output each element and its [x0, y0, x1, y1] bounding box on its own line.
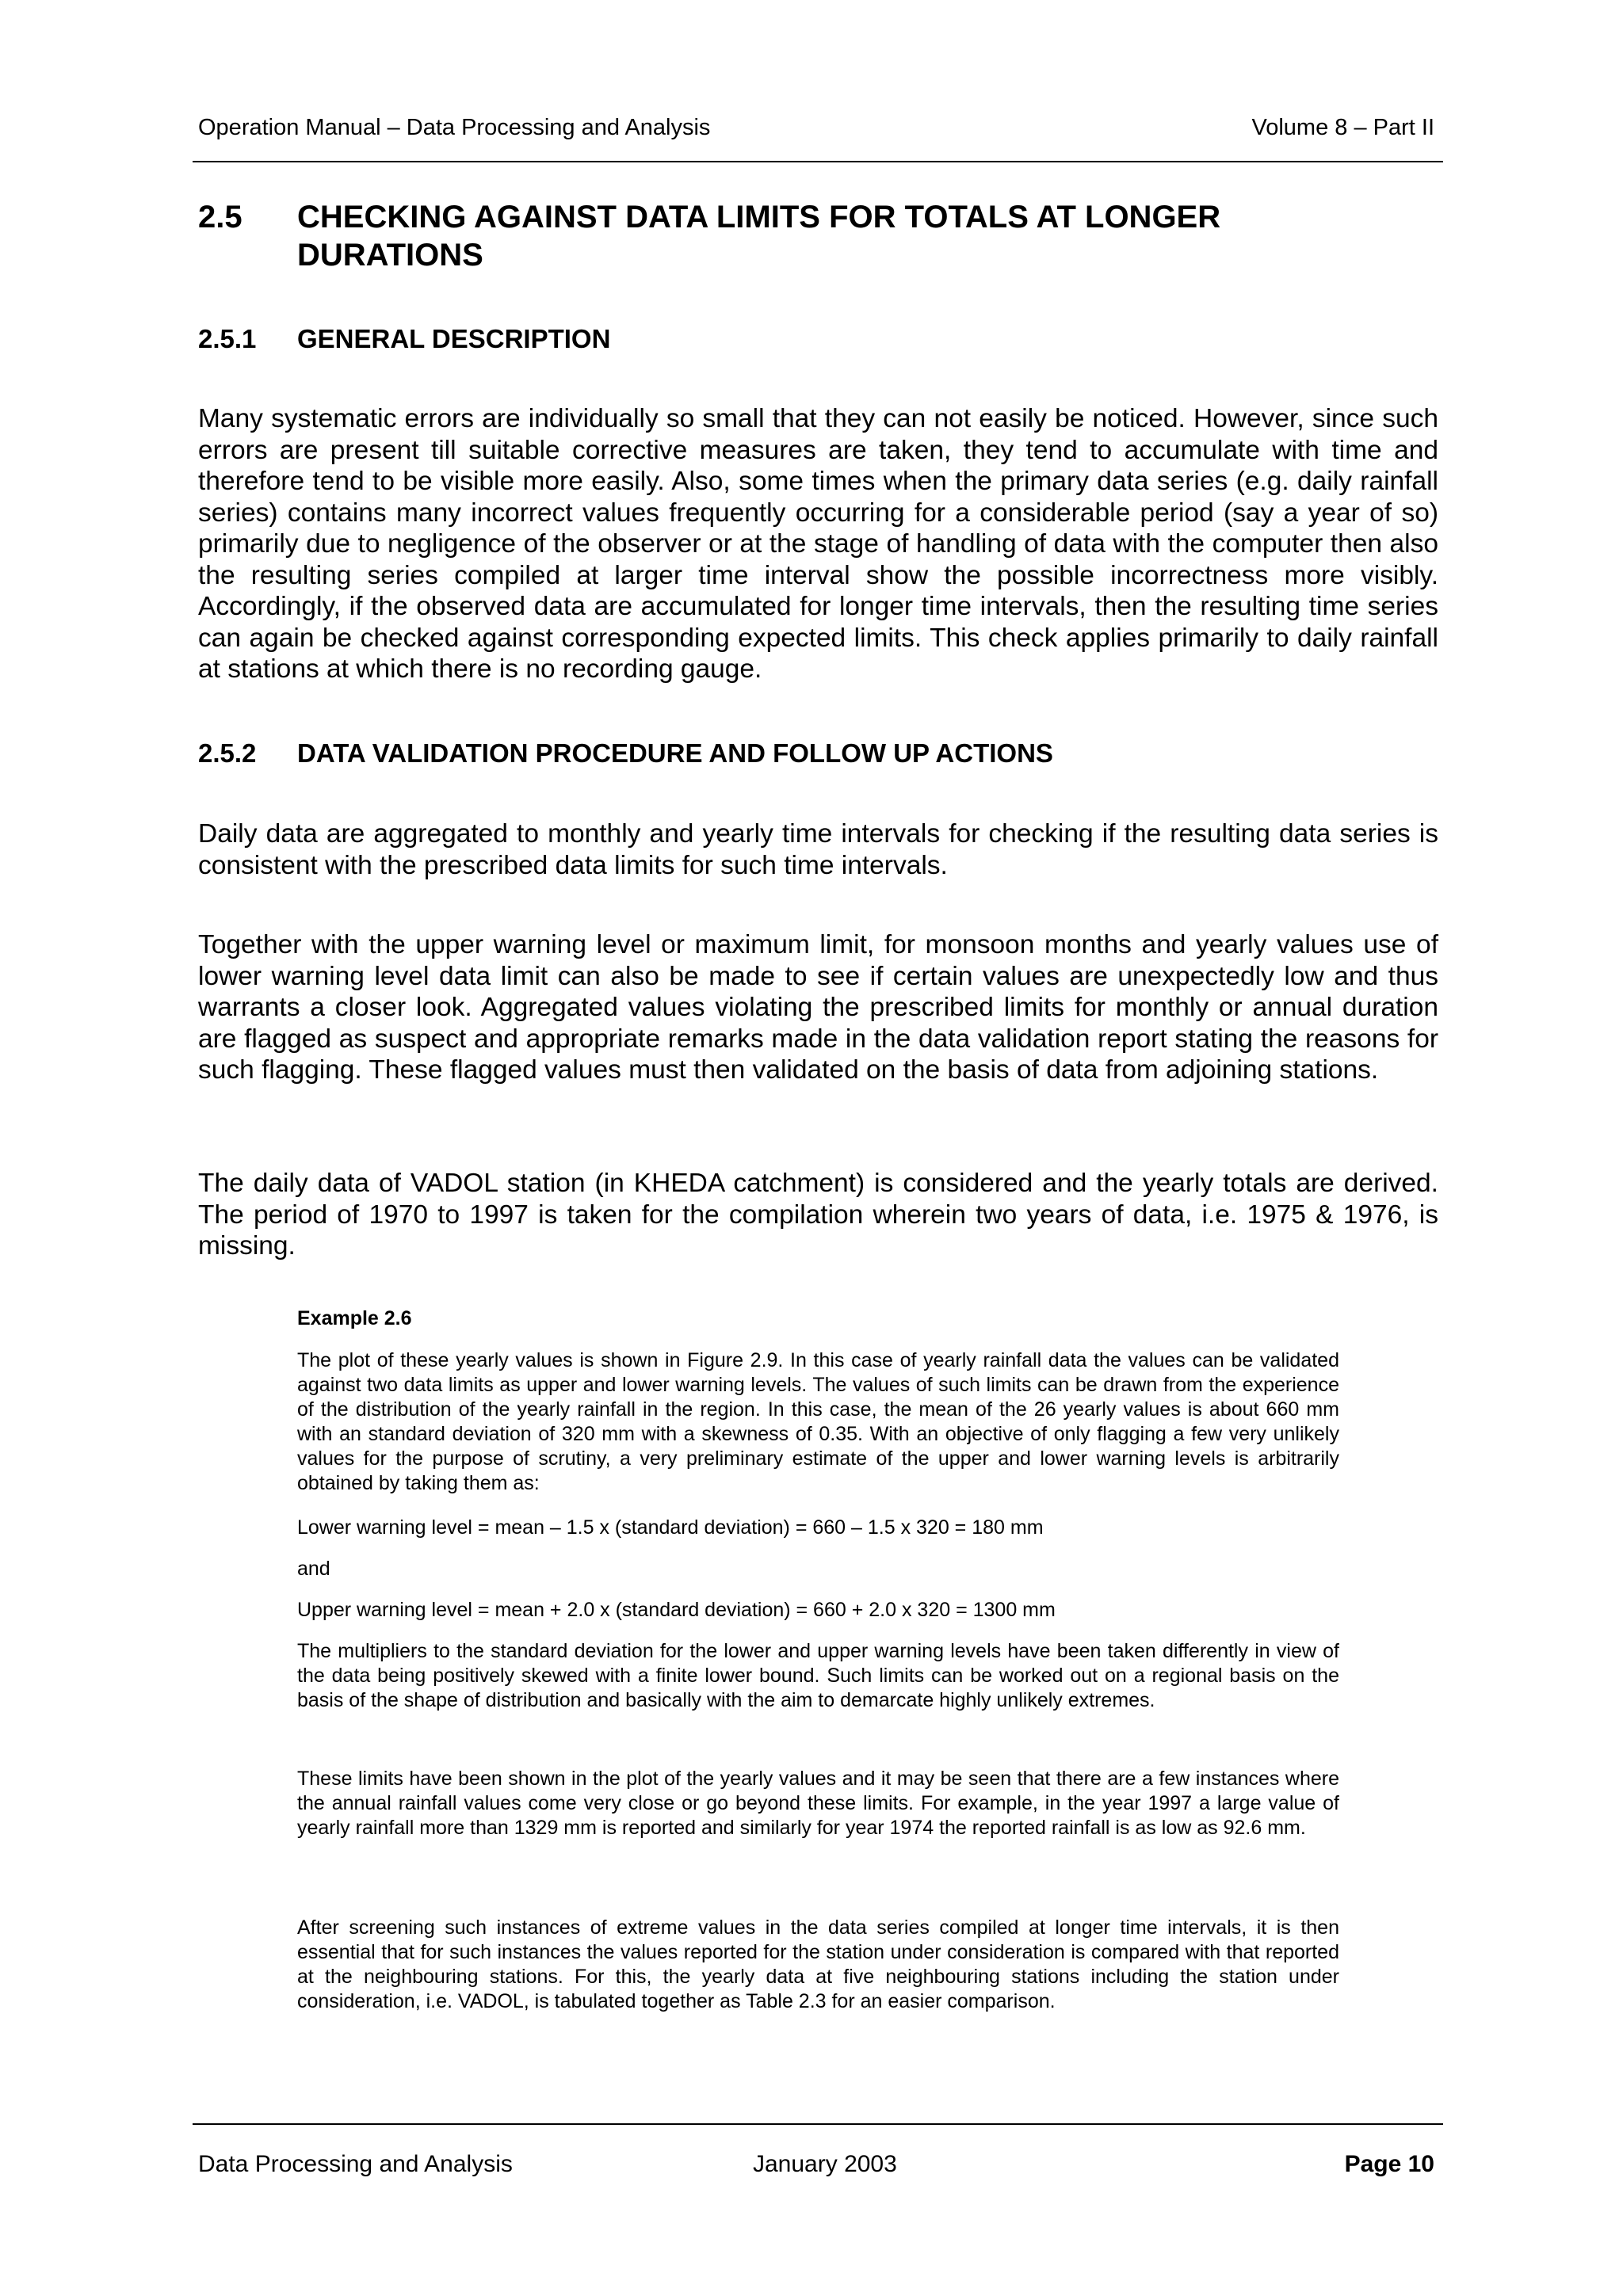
subsection-number: 2.5.1: [198, 324, 257, 353]
header-rule: [193, 161, 1443, 162]
subsection-heading-2-5-2: [198, 738, 1053, 769]
footer-rule: [193, 2123, 1443, 2125]
example-paragraph: These limits have been shown in the plot of the yearly values and it may be seen that there are a few instances where the annual rainfall values come very close or go beyond these limits. For example, in the year 1997 a large value of yearly rainfall more than 1329 mm is reported and similarly for year 1974 the reported rainfall is as low as 92.6 mm.: [297, 1768, 1339, 1839]
body-paragraph: Together with the upper warning level or maximum limit, for monsoon months and yearly values use of lower warning level data limit can also be made to see if certain values are unexpectedly low and thus warrants a closer look. Aggregated values violating the prescribed limits for monthly or annual duration are flagged as suspect and appropriate remarks made in the data validation report stating the reasons for such flagging. These flagged values must then validated on the basis of data from adjoining stations.: [198, 930, 1438, 1085]
general-description-paragraph: Many systematic errors are individually so small that they can not easily be noticed. However, since such errors are present till suitable corrective measures are taken, they tend to accumulate with time and therefore tend to be visible more easily. Also, some times when the primary data series (e.g. daily rainfall series) contains many incorrect values frequently occurring for a considerable period (say a year of so) primarily due to negligence of the observer or at the stage of handling of data with the computer then also the resulting series compiled at larger time interval show the possible incorrectness more visibly. Accordingly, if the observed data are accumulated for longer time intervals, then the resulting time series can again be checked against corresponding expected limits. This check applies primarily to daily rainfall at stations at which there is no recording gauge.: [198, 404, 1438, 684]
lower-warning-formula: Lower warning level = mean – 1.5 x (standard deviation) = 660 – 1.5 x 320 = 180 mm: [297, 1516, 1044, 1539]
running-header-volume: Volume 8 – Part II: [1251, 115, 1434, 140]
section-number: 2.5: [198, 200, 242, 235]
example-paragraph: The plot of these yearly values is shown in Figure 2.9. In this case of yearly rainfall data the values can be validated against two data limits as upper and lower warning levels. The values of such limits can be drawn from the experience of the distribution of the yearly rainfall in the region. In this case, the mean of the 26 yearly values is about 660 mm with an standard deviation of 320 mm with a skewness of 0.35. With an objective of only flagging a few very unlikely values for the purpose of scrutiny, a very preliminary estimate of the upper and lower warning levels is arbitrarily obtained by taking them as:: [297, 1349, 1339, 1494]
page-number: Page 10: [1344, 2151, 1434, 2177]
subsection-heading-2-5-1: [198, 323, 610, 355]
footer-date: January 2003: [753, 2151, 897, 2177]
footer-title: Data Processing and Analysis: [198, 2151, 513, 2177]
subsection-title: DATA VALIDATION PROCEDURE AND FOLLOW UP ACTIONS: [297, 738, 1053, 768]
section-title: CHECKING AGAINST DATA LIMITS FOR TOTALS AT LONGER DURATIONS: [297, 200, 1221, 273]
example-and: and: [297, 1558, 330, 1580]
example-title: Example 2.6: [297, 1307, 412, 1329]
subsection-title: GENERAL DESCRIPTION: [297, 324, 611, 353]
example-paragraph: After screening such instances of extreme values in the data series compiled at longer time intervals, it is then essential that for such instances the values reported for the station under consideration is compared with that reported at the neighbouring stations. For this, the yearly data at five neighbouring stations including the station under consideration, i.e. VADOL, is tabulated together as Table 2.3 for an easier comparison.: [297, 1917, 1339, 2012]
example-paragraph: The multipliers to the standard deviation for the lower and upper warning levels have been taken differently in view of the data being positively skewed with a finite lower bound. Such limits can be worked out on a regional basis on the basis of the shape of distribution and basically with the aim to demarcate highly unlikely extremes.: [297, 1640, 1339, 1711]
body-paragraph: Daily data are aggregated to monthly and yearly time intervals for checking if the resulting data series is consistent with the prescribed data limits for such time intervals.: [198, 819, 1438, 880]
subsection-number: 2.5.2: [198, 738, 257, 768]
running-header-title: Operation Manual – Data Processing and Analysis: [198, 115, 711, 140]
upper-warning-formula: Upper warning level = mean + 2.0 x (standard deviation) = 660 + 2.0 x 320 = 1300 mm: [297, 1599, 1056, 1621]
body-paragraph: The daily data of VADOL station (in KHEDA catchment) is considered and the yearly totals are derived. The period of 1970 to 1997 is taken for the compilation wherein two years of data, i.e. 1975 & 1976, is missing.: [198, 1169, 1438, 1261]
